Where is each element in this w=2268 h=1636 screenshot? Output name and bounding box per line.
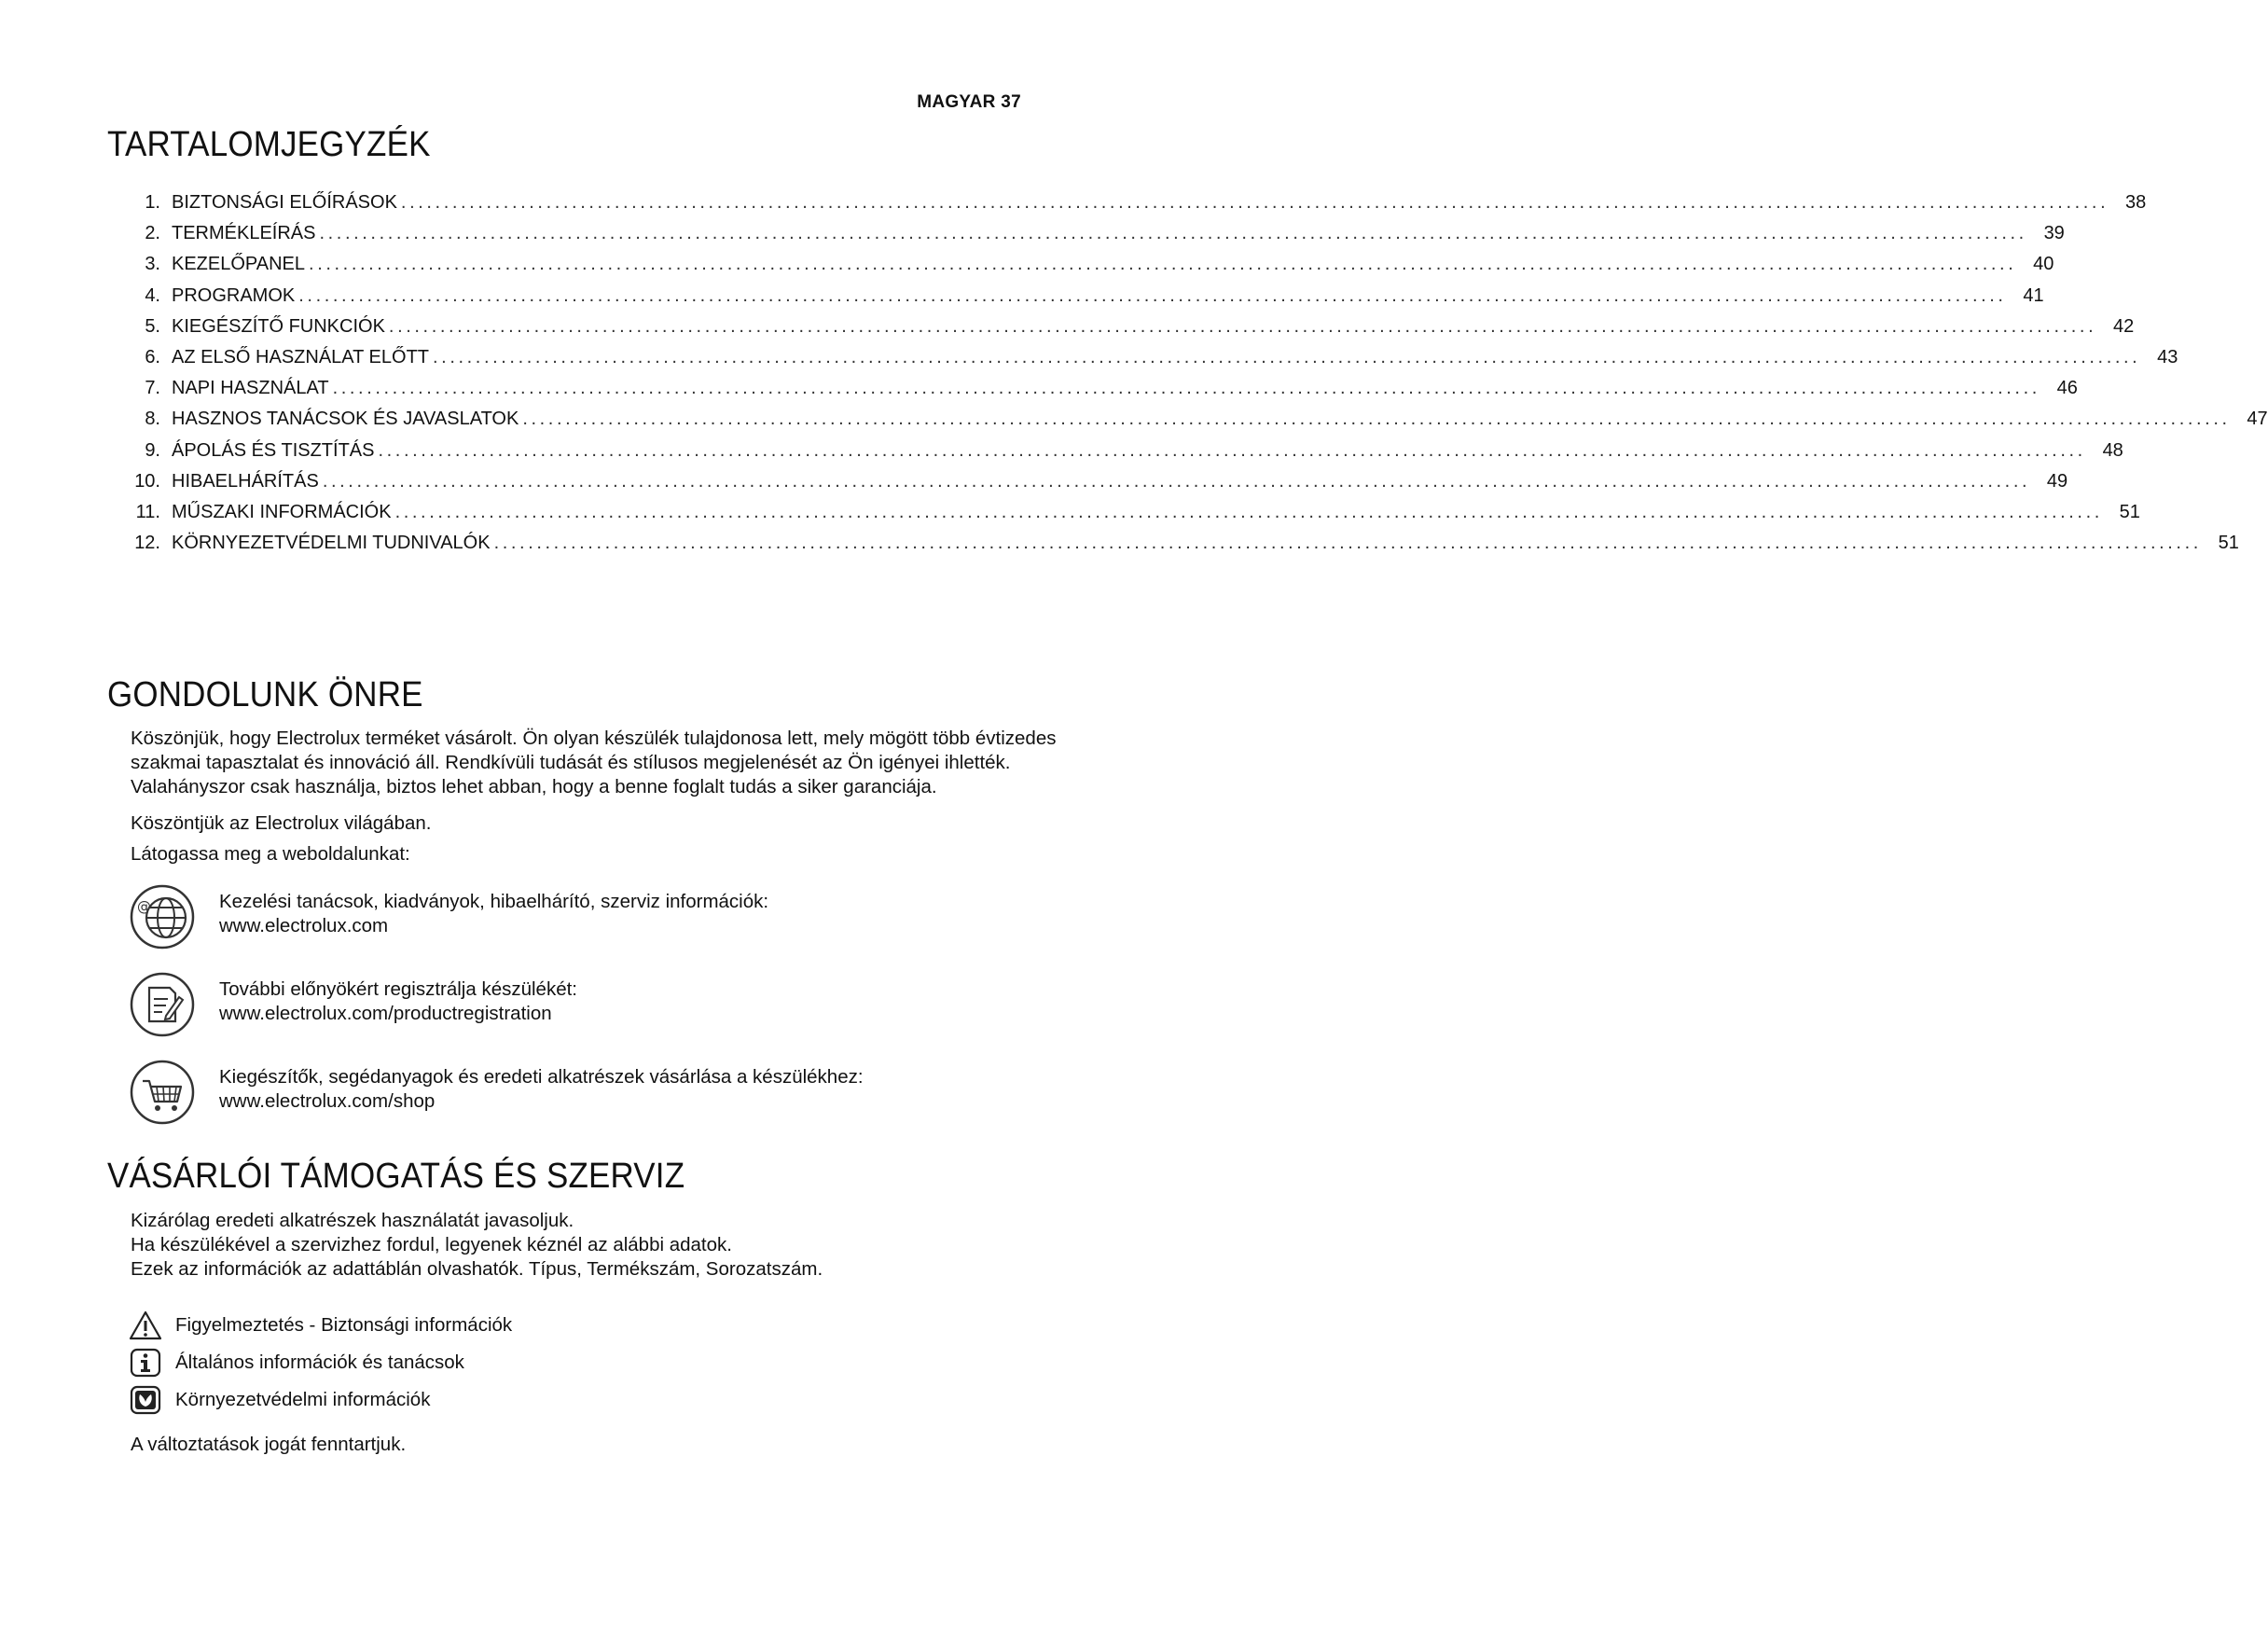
toc-row[interactable] (121, 378, 2078, 409)
toc-entry-title: TERMÉKLEÍRÁS (172, 223, 316, 244)
toc-leader: ........................................................................................................................................................................................................ (298, 284, 2007, 306)
legend-item-info (129, 1347, 464, 1379)
toc-number: 3. (145, 254, 160, 275)
legend-label: Környezetvédelmi információk (175, 1389, 431, 1410)
legend-label: Általános információk és tanácsok (175, 1352, 464, 1373)
toc-leader: ........................................................................................................................................................................................................ (394, 501, 2103, 522)
toc-number: 5. (145, 315, 160, 337)
toc-leader: ........................................................................................................................................................................................................ (378, 439, 2086, 461)
support-line: Kizárólag eredeti alkatrészek használatát javasoljuk. (131, 1210, 574, 1231)
welcome-text: Köszöntjük az Electrolux világában. (131, 812, 432, 834)
toc-page-number: 38 (2125, 192, 2147, 213)
toc-leader: ........................................................................................................................................................................................................ (322, 470, 2031, 492)
toc-row[interactable] (121, 254, 2054, 284)
visit-website-text: Látogassa meg a weboldalunkat: (131, 843, 410, 865)
link-row-support[interactable] (129, 883, 1061, 950)
legend-label: Figyelmeztetés - Biztonsági információk (175, 1314, 513, 1336)
svg-text:@: @ (137, 898, 151, 915)
toc-entry-title: NAPI HASZNÁLAT (172, 378, 329, 399)
toc-row[interactable] (121, 223, 2065, 254)
legend-item-warning (129, 1310, 512, 1341)
toc-row[interactable] (121, 192, 2147, 223)
toc-page-number: 48 (2102, 439, 2123, 461)
toc-page-number: 49 (2046, 470, 2068, 492)
toc-leader: ........................................................................................................................................................................................................ (319, 223, 2027, 244)
page-number-label: MAGYAR 37 (917, 92, 1021, 112)
toc-row[interactable] (121, 501, 2140, 533)
toc-number: 11. (135, 501, 160, 522)
toc-number: 12. (134, 533, 160, 554)
link-description: Kiegészítők, segédanyagok és eredeti alkatrészek vásárlása a készülékhez: (219, 1066, 864, 1088)
registration-icon (129, 971, 196, 1038)
toc-row[interactable] (121, 470, 2068, 502)
toc-number: 2. (145, 223, 160, 244)
support-paragraph (131, 1209, 1063, 1282)
support-line: Ezek az információk az adattáblán olvashatók. Típus, Termékszám, Sorozatszám. (131, 1258, 823, 1280)
link-url[interactable]: www.electrolux.com/shop (219, 1090, 436, 1112)
table-of-contents (121, 192, 2268, 563)
link-description: További előnyökért regisztrálja készülékét: (219, 978, 577, 1000)
link-info (219, 1065, 864, 1114)
toc-number: 9. (145, 439, 160, 461)
toc-leader: ........................................................................................................................................................................................................ (332, 378, 2040, 399)
toc-row[interactable] (121, 315, 2135, 347)
toc-entry-title: KIEGÉSZÍTŐ FUNKCIÓK (172, 315, 385, 337)
toc-number: 6. (145, 346, 160, 367)
intro-line: szakmai tapasztalat és innováció áll. Rendkívüli tudását és stílusos megjelenését az Ön igényei ihlették. (131, 752, 1011, 773)
toc-leader: ........................................................................................................................................................................................................ (493, 533, 2202, 554)
link-url[interactable]: www.electrolux.com (219, 915, 389, 936)
toc-entry-title: BIZTONSÁGI ELŐÍRÁSOK (172, 192, 397, 213)
toc-entry-title: HASZNOS TANÁCSOK ÉS JAVASLATOK (172, 409, 519, 430)
toc-entry-title: KÖRNYEZETVÉDELMI TUDNIVALÓK (172, 533, 491, 554)
warning-icon (129, 1310, 162, 1341)
toc-row[interactable] (121, 284, 2044, 316)
toc-entry-title: AZ ELSŐ HASZNÁLAT ELŐTT (172, 346, 429, 367)
toc-entry-title: HIBAELHÁRÍTÁS (172, 470, 319, 492)
toc-page-number: 46 (2056, 378, 2078, 399)
shopping-cart-icon (129, 1059, 196, 1126)
toc-page-number: 43 (2157, 346, 2178, 367)
toc-leader: ........................................................................................................................................................................................................ (433, 346, 2141, 367)
toc-leader: ........................................................................................................................................................................................................ (522, 409, 2231, 430)
globe-icon (129, 883, 196, 950)
environment-icon (129, 1384, 162, 1416)
info-icon (129, 1347, 162, 1379)
toc-entry-title: MŰSZAKI INFORMÁCIÓK (172, 501, 392, 522)
toc-entry-title: KEZELŐPANEL (172, 254, 306, 275)
link-info (219, 890, 768, 938)
intro-paragraph (131, 727, 1063, 799)
toc-page-number: 47 (2247, 409, 2268, 430)
toc-page-number: 51 (2218, 533, 2239, 554)
toc-row[interactable] (121, 346, 2178, 378)
toc-number: 8. (145, 409, 160, 430)
toc-page-number: 40 (2033, 254, 2054, 275)
support-line: Ha készülékével a szervizhez fordul, legyenek kéznél az alábbi adatok. (131, 1234, 732, 1255)
toc-row[interactable] (121, 439, 2123, 471)
legend-item-environment (129, 1384, 430, 1416)
link-row-registration[interactable] (129, 971, 1061, 1038)
toc-title: TARTALOMJEGYZÉK (107, 125, 431, 164)
customer-service-title: VÁSÁRLÓI TÁMOGATÁS ÉS SZERVIZ (107, 1157, 685, 1196)
toc-page-number: 51 (2119, 501, 2140, 522)
toc-leader: ........................................................................................................................................................................................................ (309, 254, 2017, 275)
link-info (219, 977, 577, 1026)
link-row-shop[interactable] (129, 1059, 1061, 1126)
toc-page-number: 39 (2043, 223, 2065, 244)
toc-entry-title: ÁPOLÁS ÉS TISZTÍTÁS (172, 439, 375, 461)
toc-page-number: 41 (2023, 284, 2044, 306)
footer-note: A változtatások jogát fenntartjuk. (131, 1434, 407, 1455)
toc-number: 7. (145, 378, 160, 399)
toc-number: 4. (145, 284, 160, 306)
intro-line: Köszönjük, hogy Electrolux terméket vásárolt. Ön olyan készülék tulajdonosa lett, mely mögött több évtizedes (131, 728, 1057, 749)
thinking-of-you-title: GONDOLUNK ÖNRE (107, 675, 423, 714)
toc-leader: ........................................................................................................................................................................................................ (400, 192, 2109, 213)
toc-page-number: 42 (2113, 315, 2135, 337)
intro-line: Valahányszor csak használja, biztos lehet abban, hogy a benne foglalt tudás a siker garanciája. (131, 776, 937, 797)
link-description: Kezelési tanácsok, kiadványok, hibaelhárító, szerviz információk: (219, 891, 769, 912)
toc-number: 1. (145, 192, 160, 213)
toc-number: 10. (134, 470, 160, 492)
toc-row[interactable] (121, 409, 2268, 439)
toc-entry-title: PROGRAMOK (172, 284, 296, 306)
link-url[interactable]: www.electrolux.com/productregistration (219, 1003, 552, 1024)
toc-row[interactable] (121, 533, 2239, 563)
toc-leader: ........................................................................................................................................................................................................ (388, 315, 2097, 337)
